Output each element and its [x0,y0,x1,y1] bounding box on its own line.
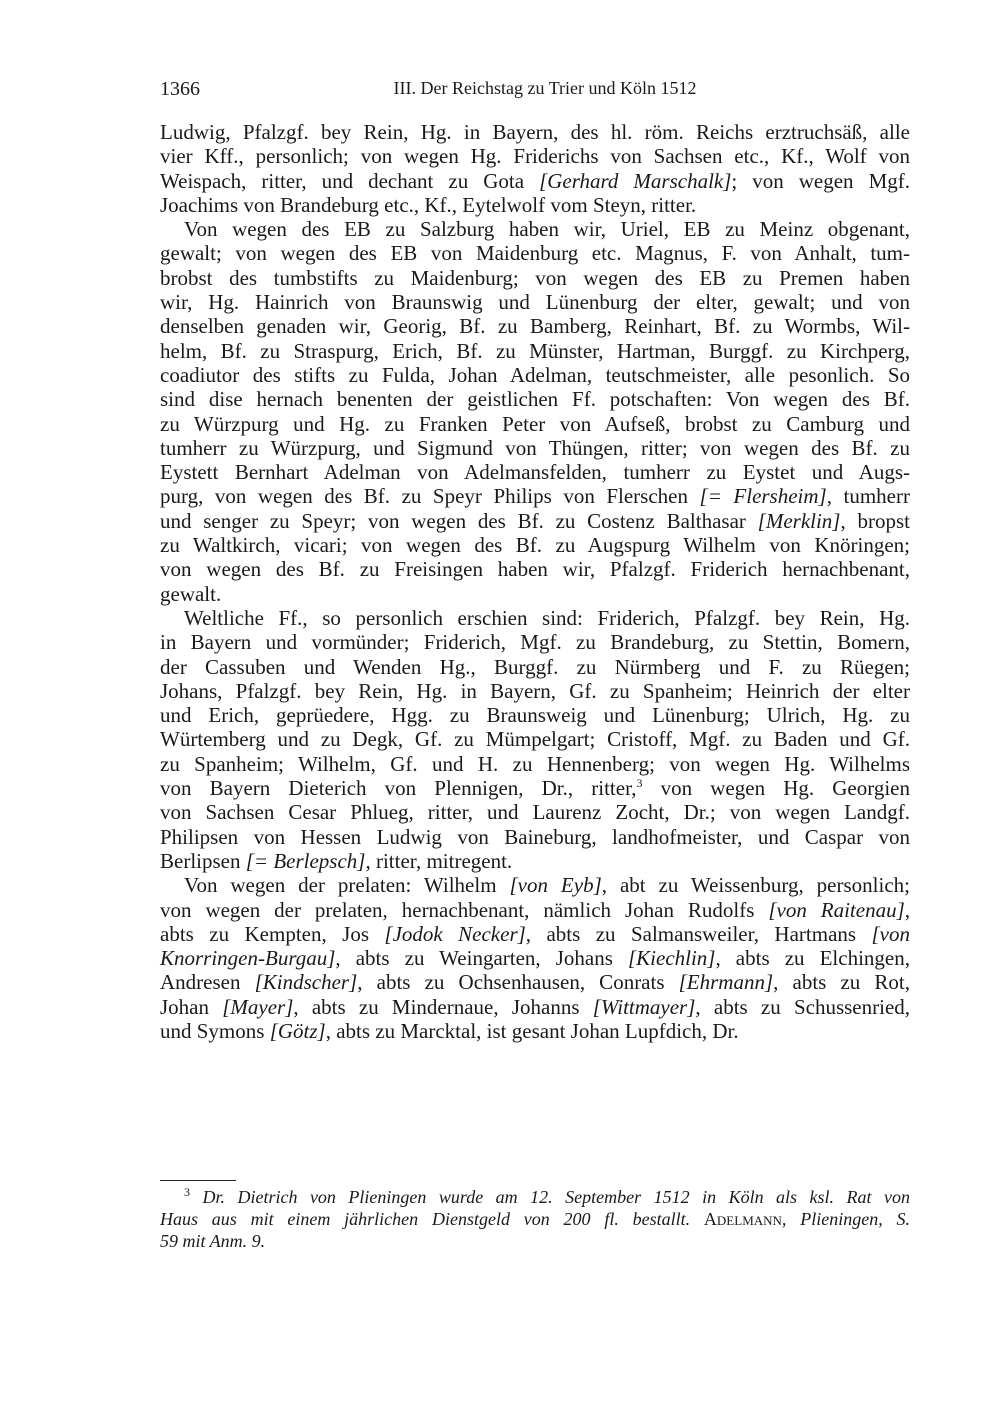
text-segment: und senger zu Speyr; von wegen des Bf. zu Costenz Balthasar [160,508,758,533]
text-line [160,193,910,217]
text-segment: vier Kff., personlich; von wegen Hg. Friderichs von Sachsen etc., Kf., Wolf von [160,144,910,169]
page-number: 1366 [160,78,200,100]
text-segment: ; von wegen Mgf. [731,168,910,193]
editorial-note: , Plieningen, S. [781,1209,910,1229]
text-segment: zu Spanheim; Wilhelm, Gf. und H. zu Hennenberg; von wegen Hg. Wilhelms [160,751,910,776]
text-segment: Würtemberg und zu Degk, Gf. zu Mümpelgart; Cristoff, Mgf. zu Baden und Gf. [160,727,910,752]
editorial-note: [von Eyb] [509,873,602,898]
text-segment: Philipsen von Hessen Ludwig von Baineburg, landhofmeister, und Caspar von [160,824,910,849]
editorial-note: [Merklin] [757,508,841,533]
editorial-note: [Gerhard Marschalk] [539,168,732,193]
editorial-note: [= Flersheim] [699,484,827,509]
editorial-note: [Jodok Necker] [384,921,526,946]
text-segment: , abts zu Weingarten, Johans [335,946,628,971]
text-line [160,606,910,630]
text-line [160,314,910,338]
footnote-line [160,1230,910,1252]
text-line [160,509,910,533]
text-line [160,752,910,776]
text-line [160,339,910,363]
text-line [160,460,910,484]
text-line [160,582,910,606]
text-segment: der Cassuben und Wenden Hg., Burggf. zu Nürmberg und F. zu Rüegen; [160,654,910,679]
text-line [160,970,910,994]
text-segment: in Bayern und vormünder; Friderich, Mgf. zu Brandeburg, zu Stettin, Bomern, [160,630,910,655]
editorial-note: [Ehrmann] [678,970,774,995]
editorial-note: [Götz] [269,1018,326,1043]
footnote-line [160,1186,910,1208]
editorial-note: Knorringen-Burgau] [160,946,336,971]
editorial-note: [von [871,921,910,946]
editorial-note: [Wittmayer] [592,994,696,1019]
text-segment: zu Waltkirch, vicari; von wegen des Bf. zu Augspurg Wilhelm von Knöringen; [160,533,910,558]
text-line [160,825,910,849]
text-line [160,290,910,314]
text-line [160,412,910,436]
footnote-divider [160,1180,236,1181]
editorial-note: [von Raitenau] [768,897,905,922]
text-segment: , abts zu Salmansweiler, Hartmans [525,921,872,946]
text-line [160,655,910,679]
text-line [160,169,910,193]
text-segment: , tumherr [826,484,910,509]
text-segment: , abts zu Ochsenhausen, Conrats [357,970,679,995]
text-line [160,922,910,946]
text-segment: , ritter, mitregent. [365,848,513,873]
text-segment: von wegen der prelaten, hernachbenant, nämlich Johan Rudolfs [160,897,769,922]
text-line [160,266,910,290]
text-segment: Eystett Bernhart Adelman von Adelmansfelden, tumherr zu Eystet und Augs- [160,460,910,485]
text-line [160,776,910,800]
footnote-marker: 3 [636,776,643,791]
text-segment: Johans, Pfalzgf. bey Rein, Hg. in Bayern, Gf. zu Spanheim; Heinrich der elter [160,678,910,703]
text-segment: abts zu Kempten, Jos [160,921,385,946]
text-line [160,800,910,824]
text-segment: Johan [160,994,223,1019]
page-header [160,78,910,106]
text-segment: Joachims von Brandeburg etc., Kf., Eytelwolf vom Steyn, ritter. [160,192,697,217]
text-segment: zu Würzpurg und Hg. zu Franken Peter von Aufseß, brobst zu Camburg und [160,411,910,436]
footnote [160,1186,910,1252]
text-line [160,241,910,265]
text-segment: von wegen des Bf. zu Freisingen haben wir, Pfalzgf. Friderich hernachbenant, [160,557,910,582]
text-line [160,873,910,897]
text-segment: , bropst [840,508,910,533]
text-segment: , abts zu Mindernaue, Johanns [293,994,593,1019]
text-line [160,703,910,727]
text-segment: , [904,897,910,922]
text-segment: , abts zu Elchingen, [715,946,910,971]
text-line [160,557,910,581]
footnote-line [160,1208,910,1230]
text-line [160,533,910,557]
text-segment: gewalt; von wegen des EB von Maidenburg etc. Magnus, F. von Anhalt, tum- [160,241,910,266]
text-segment: denselben genaden wir, Georig, Bf. zu Bamberg, Reinhart, Bf. zu Wormbs, Wil- [160,314,910,339]
text-segment: , abt zu Weissenburg, personlich; [601,873,910,898]
text-line [160,898,910,922]
text-line [160,849,910,873]
running-title: III. Der Reichstag zu Trier und Köln 1512 [393,78,697,98]
text-segment: von Sachsen Cesar Phlueg, ritter, und Laurenz Zocht, Dr.; von wegen Landgf. [160,800,910,825]
text-segment: coadiutor des stifts zu Fulda, Johan Adelman, teutschmeister, alle pesonlich. So [160,362,910,387]
text-segment: Von wegen der prelaten: Wilhelm [184,873,510,898]
text-segment: von Bayern Dieterich von Plennigen, Dr., ritter, [160,776,637,801]
text-segment: Weispach, ritter, und dechant zu Gota [160,168,540,193]
editorial-note: Haus aus mit einem jährlichen Dienstgeld von 200 fl. bestallt. [160,1209,704,1229]
text-line [160,946,910,970]
text-segment: tumherr zu Würzpurg, und Sigmund von Thüngen, ritter; von wegen des Bf. zu [160,435,910,460]
text-segment: und Erich, geprüedere, Hgg. zu Braunsweig und Lünenburg; Ulrich, Hg. zu [160,703,910,728]
text-segment: und Symons [160,1018,270,1043]
footnote-marker: 3 [184,1185,190,1199]
text-segment: Andresen [160,970,255,995]
text-line [160,120,910,144]
text-segment: wir, Hg. Hainrich von Braunswig und Lünenburg der elter, gewalt; und von [160,290,910,315]
main-text [160,120,910,1043]
text-line [160,484,910,508]
text-line [160,144,910,168]
editorial-note: [Kiechlin] [627,946,716,971]
text-line [160,217,910,241]
text-segment: Ludwig, Pfalzgf. bey Rein, Hg. in Bayern, des hl. röm. Reichs erztruchsäß, alle [160,120,910,144]
text-segment: Weltliche Ff., so personlich erschien sind: Friderich, Pfalzgf. bey Rein, Hg. [184,605,910,630]
text-segment: helm, Bf. zu Straspurg, Erich, Bf. zu Münster, Hartman, Burggf. zu Kirchperg, [160,338,910,363]
text-segment: gewalt. [160,581,222,606]
text-segment: purg, von wegen des Bf. zu Speyr Philips von Flerschen [160,484,700,509]
text-segment: Von wegen des EB zu Salzburg haben wir, Uriel, EB zu Meinz obgenant, [184,217,910,242]
text-segment: Berlipsen [160,848,246,873]
text-segment: , abts zu Rot, [773,970,910,995]
text-line [160,995,910,1019]
text-segment: brobst des tumbstifts zu Maidenburg; von wegen des EB zu Premen haben [160,265,910,290]
text-line [160,630,910,654]
editorial-note: 59 mit Anm. 9. [160,1231,266,1251]
text-line [160,1019,910,1043]
text-line [160,436,910,460]
text-line [160,387,910,411]
text-segment: , abts zu Marcktal, ist gesant Johan Lupfdich, Dr. [325,1018,739,1043]
text-segment: , abts zu Schussenried, [695,994,911,1019]
editorial-note: [= Berlepsch] [245,848,366,873]
text-segment: von wegen Hg. Georgien [642,776,910,801]
editorial-note: Dr. Dietrich von Plieningen wurde am 12. September 1512 in Köln als ksl. Rat von [190,1187,910,1207]
text-segment: sind dise hernach benenten der geistlichen Ff. potschaften: Von wegen des Bf. [160,387,910,412]
editorial-note: [Mayer] [222,994,294,1019]
text-segment: Adelmann [703,1209,782,1229]
text-line [160,679,910,703]
editorial-note: [Kindscher] [254,970,358,995]
text-line [160,727,910,751]
text-line [160,363,910,387]
